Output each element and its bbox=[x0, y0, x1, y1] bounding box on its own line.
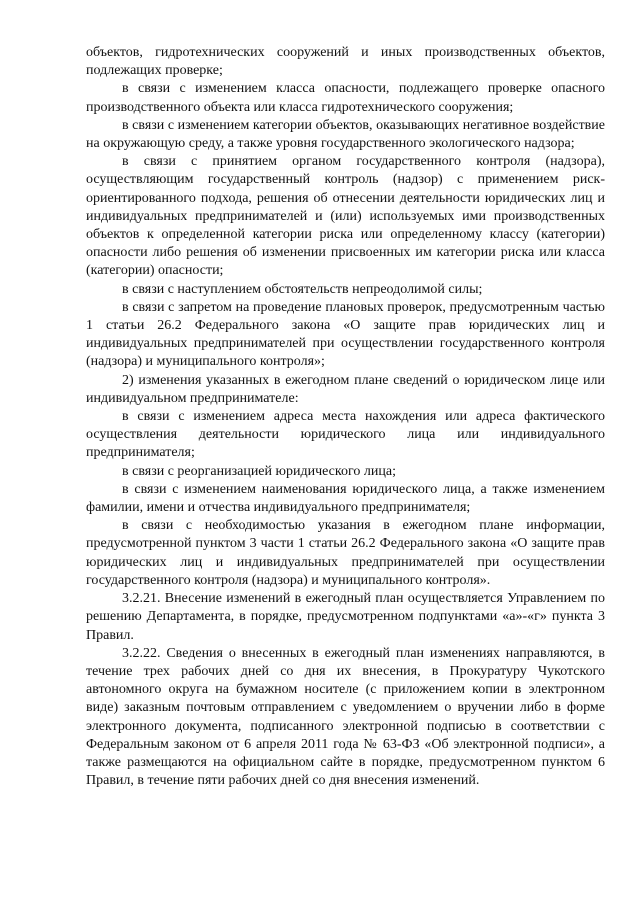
paragraph-3-2-21: 3.2.21. Внесение изменений в ежегодный план осуществляется Управлением по решению Департамента, в порядке, предусмотренном подпунктами «а»-«г» пункта 3 Правил. bbox=[86, 591, 605, 643]
paragraph-hazard-class-change: в связи с изменением класса опасности, подлежащего проверке опасного производственного объекта или класса гидротехнического сооружения; bbox=[86, 81, 605, 115]
paragraph-inspection-ban: в связи с запретом на проведение плановых проверок, предусмотренным частью 1 статьи 26.2 Федерального закона «О защите прав юридических лиц и индивидуальных предпринимателей при осуществлении государственного контроля (надзора) и муниципального контроля»; bbox=[86, 299, 605, 370]
paragraph-reorganization: в связи с реорганизацией юридического лица; bbox=[122, 463, 396, 479]
paragraph-risk-category-decision: в связи с принятием органом государственного контроля (надзора), осуществляющим государственный контроль (надзор) с применением риск-ориентированного подхода, решения об отнесении деятельности юридических лиц и индивидуальных предпринимателей и (или) используемых ими производственных объектов к определенной категории риска или определенному классу (категории) опасности либо решения об изменении присвоенных им категории риска или класса (категории) опасности; bbox=[86, 154, 605, 279]
paragraph-object-category-change: в связи с изменением категории объектов, оказывающих негативное воздействие на окружающую среду, а также уровня государственного экологического надзора; bbox=[86, 117, 605, 152]
document-page bbox=[86, 44, 605, 790]
paragraph-force-majeure: в связи с наступлением обстоятельств непреодолимой силы; bbox=[122, 281, 483, 297]
paragraph-continuation: объектов, гидротехнических сооружений и иных производственных объектов, подлежащих проверке; bbox=[86, 45, 605, 79]
paragraph-item-2: 2) изменения указанных в ежегодном плане сведений о юридическом лице или индивидуальном предпринимателе: bbox=[86, 372, 605, 406]
paragraph-address-change: в связи с изменением адреса места нахождения или адреса фактического осуществления деятельности юридического лица или индивидуального предпринимателя; bbox=[86, 409, 605, 461]
paragraph-3-2-22: 3.2.22. Сведения о внесенных в ежегодный план изменениях направляются, в течение трех рабочих дней со дня их внесения, в Прокуратуру Чукотского автономного округа на бумажном носителе (с приложением копии в электронном виде) заказным почтовым отправлением с уведомлением о вручении либо в форме электронного документа, подписанного электронной подписью в соответствии с Федеральным законом от 6 апреля 2011 года № 63-ФЗ «Об электронной подписи», а также размещаются на официальном сайте в порядке, предусмотренном пунктом 6 Правил, в течение пяти рабочих дней со дня внесения изменений. bbox=[86, 645, 605, 789]
paragraph-info-requirement: в связи с необходимостью указания в ежегодном плане информации, предусмотренной пунктом 3 части 1 статьи 26.2 Федерального закона «О защите прав юридических лиц и индивидуальных предпринимателей при осуществлении государственного контроля (надзора) и муниципального контроля». bbox=[86, 518, 605, 588]
paragraph-name-change: в связи с изменением наименования юридического лица, а также изменением фамилии, имени и отчества индивидуального предпринимателя; bbox=[86, 481, 605, 516]
